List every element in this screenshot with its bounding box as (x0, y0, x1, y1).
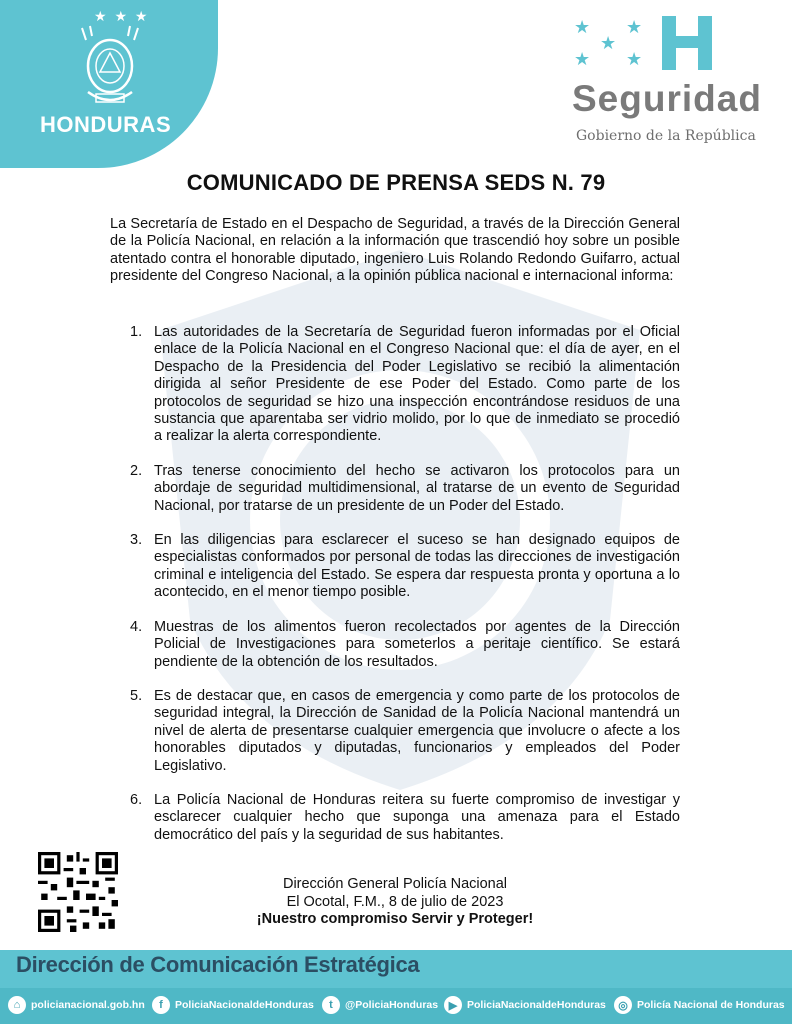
facebook-icon: f (152, 996, 170, 1014)
seguridad-h-logo-icon (660, 12, 714, 72)
social-link-facebook[interactable] (152, 996, 314, 1014)
honduras-coat-of-arms-icon (72, 20, 148, 112)
stars-icon: ★ ★ ★ (94, 8, 150, 24)
item-text: Muestras de los alimentos fueron recolectados por agentes de la Dirección Policial de Investigaciones para someterlos a peritaje científico. Se estará pendiente de la obtención de los resultados. (154, 618, 680, 670)
item-text: Es de destacar que, en casos de emergencia y como parte de los protocolos de seguridad integral, la Dirección de Sanidad de la Policía Nacional mantendrá un nivel de alerta de presentarse cualquier emergencia que involucre o afecte a los honorables diputados y diputadas, funcionarios y empleados del Poder Legislativo. (154, 687, 680, 774)
social-link-youtube[interactable] (444, 996, 606, 1014)
item-text: Tras tenerse conocimiento del hecho se activaron los protocolos para un abordaje de seguridad multidimensional, al tratarse de un evento de Seguridad Nacional, por tratarse de un presidente de un Poder del Estado. (154, 462, 680, 514)
qr-code-icon[interactable] (38, 852, 118, 932)
item-number: 6. (130, 791, 143, 808)
page-title: COMUNICADO DE PRENSA SEDS N. 79 (186, 170, 606, 195)
intro-paragraph: La Secretaría de Estado en el Despacho de Seguridad, a través de la Dirección General de la Policía Nacional, en relación a la información que trascendió hoy sobre un posible atentado contra el honorable diputado, ingeniero Luis Rolando Redondo Guifarro, actual presidente del Congreso Nacional, a la opinión pública nacional e internacional informa: (110, 216, 680, 285)
seguridad-stars-icon: ★ ★ ★ ★ ★ (574, 17, 643, 69)
twitter-icon: t (322, 996, 340, 1014)
social-label: @PoliciaHonduras (345, 999, 439, 1011)
instagram-icon: ◎ (614, 996, 632, 1014)
item-text: En las diligencias para esclarecer el suceso se han designado equipos de especialistas conformados por personal de todas las direcciones de investigación criminal e inteligencia del Estado. Se espera dar respuesta pronta y oportuna a lo acontecido, en el menor tiempo posible. (154, 532, 680, 601)
list-item (110, 619, 680, 671)
item-number: 2. (130, 462, 143, 479)
item-number: 1. (130, 324, 143, 340)
social-label: Policía Nacional de Honduras (637, 999, 785, 1011)
signature-motto: ¡Nuestro compromiso Servir y Proteger! (256, 911, 534, 927)
footer-title: Dirección de Comunicación Estratégica (16, 952, 420, 977)
honduras-wordmark: HONDURAS (40, 112, 172, 137)
item-text: Las autoridades de la Secretaría de Seguridad fueron informadas por el Oficial enlace de la Policía Nacional en el Congreso Nacional que: el día de ayer, en el Despacho de la Presidencia del Poder Legislativo se recibió la alimentación dirigida al señor Presidente de ese Poder del Estado. Como parte de los protocolos de seguridad se hizo una inspección encontrándose residuos de una sustancia que aparentaba ser vidrio molido, por lo que de inmediato se procedió a realizar la alerta correspondiente. (154, 324, 680, 445)
youtube-icon: ▶ (444, 996, 462, 1014)
signature-date: El Ocotal, F.M., 8 de julio de 2023 (286, 893, 504, 910)
list-item (110, 463, 680, 515)
list-item (110, 688, 680, 775)
social-label: PoliciaNacionaldeHonduras (467, 999, 606, 1011)
item-number: 5. (130, 687, 143, 704)
social-label: policianacional.gob.hn (31, 999, 145, 1011)
social-link-twitter[interactable] (322, 996, 438, 1014)
government-line: Gobierno de la República (576, 128, 756, 144)
signature-block (240, 876, 550, 929)
signature-issuer: Dirección General Policía Nacional (282, 876, 508, 892)
list-item (110, 532, 680, 602)
list-item (110, 324, 680, 446)
item-number: 4. (130, 618, 143, 635)
social-link-instagram[interactable] (614, 996, 785, 1014)
item-number: 3. (130, 532, 143, 549)
social-label: PoliciaNacionaldeHonduras (175, 999, 314, 1011)
seguridad-wordmark: Seguridad (572, 78, 762, 119)
social-link-website[interactable] (8, 996, 145, 1014)
list-item (110, 792, 680, 844)
item-text: La Policía Nacional de Honduras reitera su fuerte compromiso de investigar y esclarecer cualquier hecho que suponga una amenaza para el Estado democrático del país y la seguridad de sus habitantes. (154, 791, 680, 843)
globe-icon: ⌂ (8, 996, 26, 1014)
statement-list (110, 324, 680, 861)
